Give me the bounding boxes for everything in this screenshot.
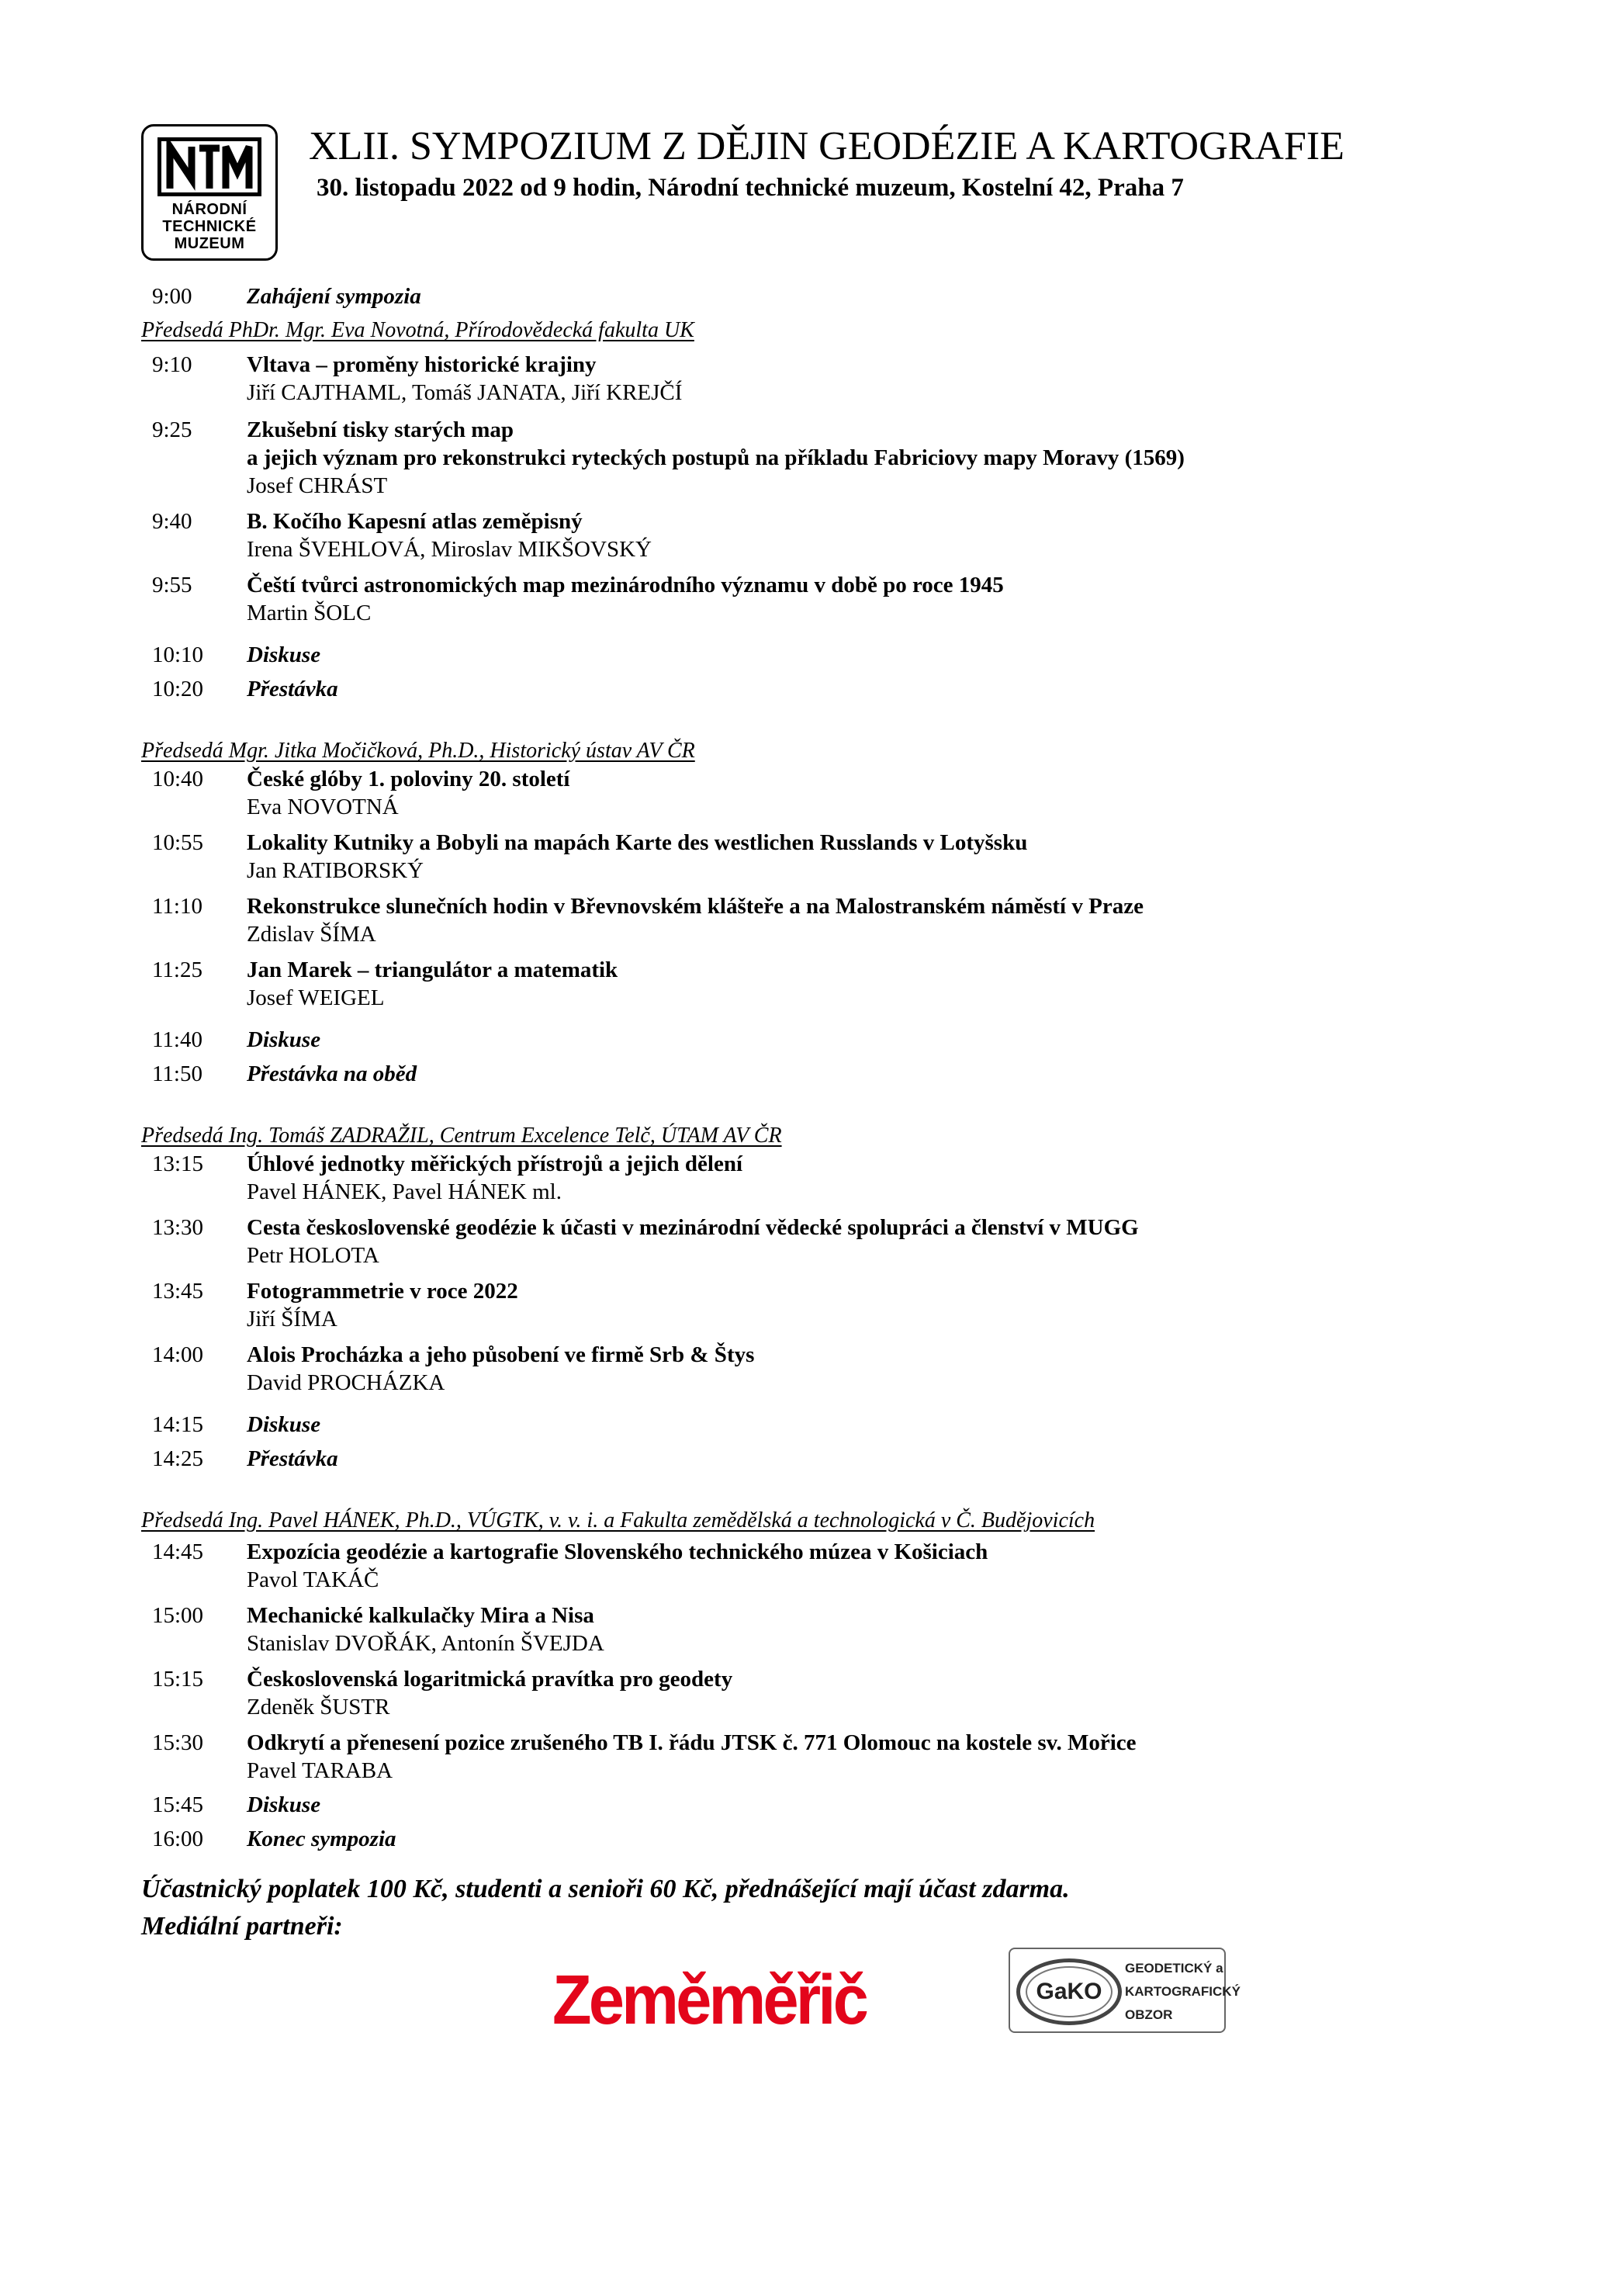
talk-time: 14:45 bbox=[152, 1539, 204, 1564]
talk-title: Mechanické kalkulačky Mira a Nisa bbox=[247, 1603, 594, 1628]
talk-time: 13:45 bbox=[152, 1279, 204, 1304]
talk-title: Expozícia geodézie a kartografie Slovenského technického múzea v Košiciach bbox=[247, 1539, 988, 1564]
talk-title-continued: a jejich význam pro rekonstrukci ryteckých postupů na příkladu Fabriciovy mapy Moravy (1569) bbox=[247, 445, 1185, 470]
ntm-logo-text bbox=[144, 201, 275, 252]
talk-time: 11:10 bbox=[152, 894, 202, 919]
talk-title: Fotogrammetrie v roce 2022 bbox=[247, 1279, 518, 1304]
talk-time: 15:00 bbox=[152, 1603, 204, 1628]
talk-authors: Pavol TAKÁČ bbox=[247, 1567, 379, 1592]
talk-time: 9:10 bbox=[152, 352, 192, 377]
document-title: XLII. SYMPOZIUM Z DĚJIN GEODÉZIE A KARTOGRAFIE bbox=[309, 124, 1344, 168]
gako-line: OBZOR bbox=[1125, 2007, 1173, 2022]
gako-line: GEODETICKÝ a bbox=[1125, 1961, 1223, 1976]
gako-text bbox=[1125, 1957, 1241, 2027]
talk-time: 11:25 bbox=[152, 958, 202, 982]
ntm-monogram-icon bbox=[157, 137, 261, 196]
talk-time: 10:40 bbox=[152, 767, 204, 791]
break-time: 16:00 bbox=[152, 1827, 204, 1851]
talk-title: Čeští tvůrci astronomických map mezinárodního významu v době po roce 1945 bbox=[247, 573, 1004, 597]
talk-authors: Irena ŠVEHLOVÁ, Miroslav MIKŠOVSKÝ bbox=[247, 537, 652, 562]
talk-time: 13:30 bbox=[152, 1215, 204, 1240]
session-chair: Předsedá Mgr. Jitka Močičková, Ph.D., Historický ústav AV ČR bbox=[141, 739, 695, 763]
break-label: Diskuse bbox=[247, 1412, 321, 1437]
break-time: 10:10 bbox=[152, 642, 204, 667]
break-label: Diskuse bbox=[247, 642, 321, 667]
talk-time: 13:15 bbox=[152, 1151, 204, 1176]
talk-title: Vltava – proměny historické krajiny bbox=[247, 352, 597, 377]
opening-label: Zahájení sympozia bbox=[247, 284, 421, 309]
talk-authors: David PROCHÁZKA bbox=[247, 1370, 445, 1395]
break-time: 11:50 bbox=[152, 1061, 202, 1086]
gako-mark: GaKO bbox=[1026, 1966, 1113, 2017]
break-time: 10:20 bbox=[152, 677, 204, 701]
talk-authors: Zdislav ŠÍMA bbox=[247, 922, 376, 947]
talk-time: 9:40 bbox=[152, 509, 192, 534]
break-time: 11:40 bbox=[152, 1027, 202, 1052]
talk-time: 15:30 bbox=[152, 1730, 204, 1755]
break-label: Diskuse bbox=[247, 1792, 321, 1817]
break-label: Konec sympozia bbox=[247, 1827, 396, 1851]
talk-title: Alois Procházka a jeho působení ve firmě Srb & Štys bbox=[247, 1342, 755, 1367]
talk-authors: Jan RATIBORSKÝ bbox=[247, 858, 424, 883]
talk-time: 9:55 bbox=[152, 573, 192, 597]
talk-time: 15:15 bbox=[152, 1667, 204, 1692]
gako-line: KARTOGRAFICKÝ bbox=[1125, 1984, 1241, 1999]
fee-note: Účastnický poplatek 100 Kč, studenti a senioři 60 Kč, přednášející mají účast zdarma. bbox=[141, 1875, 1070, 1903]
break-time: 14:15 bbox=[152, 1412, 204, 1437]
logo-line: TECHNICKÉ bbox=[162, 218, 257, 235]
talk-authors: Martin ŠOLC bbox=[247, 601, 372, 625]
session-chair: Předsedá Ing. Pavel HÁNEK, Ph.D., VÚGTK, v. v. i. a Fakulta zemědělská a technologická v Č. Budějovicích bbox=[141, 1508, 1095, 1532]
talk-title: Úhlové jednotky měřických přístrojů a jejich dělení bbox=[247, 1151, 743, 1176]
talk-title: Jan Marek – triangulátor a matematik bbox=[247, 958, 618, 982]
talk-authors: Josef CHRÁST bbox=[247, 473, 388, 498]
talk-title: B. Kočího Kapesní atlas zeměpisný bbox=[247, 509, 583, 534]
talk-authors: Pavel TARABA bbox=[247, 1758, 393, 1783]
break-time: 15:45 bbox=[152, 1792, 204, 1817]
talk-time: 10:55 bbox=[152, 830, 204, 855]
break-label: Přestávka na oběd bbox=[247, 1061, 417, 1086]
talk-authors: Jiří ŠÍMA bbox=[247, 1307, 337, 1332]
talk-title: Rekonstrukce slunečních hodin v Břevnovském klášteře a na Malostranském náměstí v Praze bbox=[247, 894, 1144, 919]
document-subtitle: 30. listopadu 2022 od 9 hodin, Národní technické muzeum, Kostelní 42, Praha 7 bbox=[317, 174, 1184, 202]
talk-authors: Petr HOLOTA bbox=[247, 1243, 379, 1268]
break-label: Přestávka bbox=[247, 677, 338, 701]
break-label: Přestávka bbox=[247, 1446, 338, 1471]
partners-label: Mediální partneři: bbox=[141, 1912, 343, 1941]
talk-authors: Jiří CAJTHAML, Tomáš JANATA, Jiří KREJČÍ bbox=[247, 380, 683, 405]
talk-title: České glóby 1. poloviny 20. století bbox=[247, 767, 570, 791]
logo-line: MUZEUM bbox=[174, 235, 245, 252]
talk-time: 9:25 bbox=[152, 417, 192, 442]
talk-title: Československá logaritmická pravítka pro geodety bbox=[247, 1667, 733, 1692]
talk-title: Odkrytí a přenesení pozice zrušeného TB I. řádu JTSK č. 771 Olomouc na kostele sv. Mořice bbox=[247, 1730, 1137, 1755]
gako-logo bbox=[1009, 1948, 1241, 2033]
talk-authors: Stanislav DVOŘÁK, Antonín ŠVEJDA bbox=[247, 1631, 604, 1656]
break-label: Diskuse bbox=[247, 1027, 321, 1052]
talk-authors: Josef WEIGEL bbox=[247, 985, 385, 1010]
break-time: 14:25 bbox=[152, 1446, 204, 1471]
talk-authors: Eva NOVOTNÁ bbox=[247, 795, 399, 819]
talk-authors: Zdeněk ŠUSTR bbox=[247, 1695, 390, 1719]
talk-title: Lokality Kutniky a Bobyli na mapách Karte des westlichen Russlands v Lotyšsku bbox=[247, 830, 1028, 855]
talk-title: Zkušební tisky starých map bbox=[247, 417, 514, 442]
session-chair: Předsedá PhDr. Mgr. Eva Novotná, Přírodovědecká fakulta UK bbox=[141, 318, 694, 342]
ntm-logo bbox=[141, 124, 278, 261]
logo-line: NÁRODNÍ bbox=[171, 201, 247, 218]
session-chair: Předsedá Ing. Tomáš ZADRAŽIL, Centrum Excelence Telč, ÚTAM AV ČR bbox=[141, 1124, 782, 1148]
talk-title: Cesta československé geodézie k účasti v mezinárodní vědecké spolupráci a členství v MUGG bbox=[247, 1215, 1139, 1240]
opening-time: 9:00 bbox=[152, 284, 192, 309]
zememeric-logo: Zeměměřič bbox=[552, 1962, 867, 2039]
talk-authors: Pavel HÁNEK, Pavel HÁNEK ml. bbox=[247, 1179, 562, 1204]
talk-time: 14:00 bbox=[152, 1342, 204, 1367]
